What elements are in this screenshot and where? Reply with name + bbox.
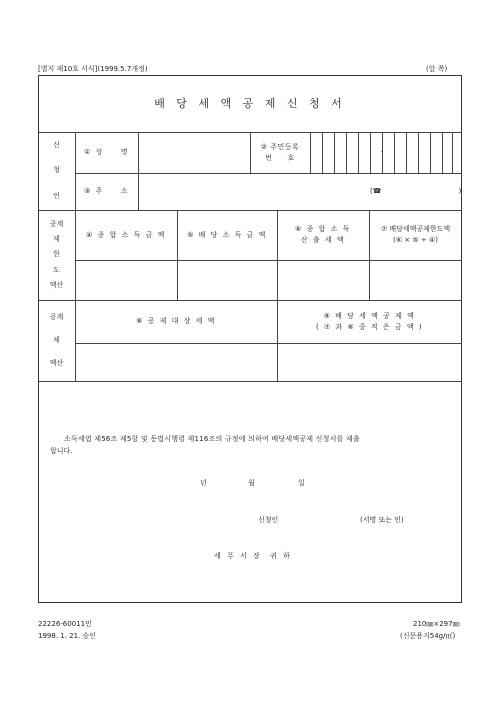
rrn-label	[250, 132, 310, 173]
tax-calc-field[interactable]	[278, 261, 368, 299]
rrn-label-line: 번 호	[265, 153, 295, 162]
limit-amount-header	[369, 210, 462, 260]
applicant-label-char: 청	[53, 166, 60, 175]
dividend-income-header: ⑤ 배 당 소 득 금 액	[187, 230, 267, 239]
deduction-target-field[interactable]	[76, 344, 276, 380]
applicant-sign-label: 신청인	[258, 516, 279, 524]
deduction-amount-header-line: ( ⑦ 과 ⑧ 중 적 은 금 액 )	[315, 322, 424, 331]
applicant-label-char: 인	[53, 191, 60, 200]
applicant-section-label	[38, 132, 75, 210]
comprehensive-income-field[interactable]	[76, 261, 176, 299]
rule	[38, 381, 462, 382]
tax-calc-header	[277, 210, 369, 260]
tax-calc-header-line: 산 출 세 액	[300, 236, 346, 244]
limit-label-char: 도	[53, 265, 60, 274]
form-code: 22226-60011민	[38, 620, 92, 628]
deduction-label-char: 액산	[49, 359, 64, 368]
limit-amount-header-line: (⑥ × ⑤ ÷ ④)	[393, 236, 438, 244]
approval-date: 1998. 1. 21. 승인	[38, 632, 97, 640]
deduction-target-header: ⑧ 공 제 대 상 세 액	[136, 317, 216, 326]
comprehensive-income-header: ④ 종 합 소 득 금 액	[86, 230, 166, 239]
limit-label-char: 액산	[49, 280, 64, 289]
applicant-label-char: 신	[53, 141, 60, 150]
page-side-label: (앞 쪽)	[426, 65, 448, 73]
deduction-amount-header	[277, 300, 462, 343]
deduction-amount-field[interactable]	[278, 344, 461, 380]
signature-note: (서명 또는 인)	[360, 516, 404, 524]
limit-label-char: 공계	[49, 220, 64, 229]
limit-label-char: 한	[53, 250, 60, 259]
rrn-label-line: ② 주민등록	[260, 142, 300, 151]
limit-amount-field[interactable]	[370, 261, 461, 299]
limit-section-label	[38, 210, 75, 300]
name-label: ① 성 명	[83, 148, 130, 157]
deduction-label-char: 제	[53, 335, 60, 344]
tax-calc-header-line: ⑥ 종 합 소 득	[295, 225, 351, 234]
declaration-line-2: 합니다.	[50, 447, 73, 455]
declaration-line-1: 소득세법 제56조 제5항 및 동법시행령 제116조의 규정에 의하여 배당세액공제 신청서를 제출	[64, 435, 360, 443]
paper-size: 210㎜×297㎜	[413, 620, 460, 628]
addressee: 세 무 서 장 귀 하	[214, 552, 292, 560]
paper-type: (신문용지54g/㎡)	[400, 632, 456, 640]
deduction-label-char: 공계	[49, 312, 64, 321]
address-label: ③ 주 소	[83, 187, 130, 196]
form-title: 배 당 세 액 공 제 신 청 서	[154, 97, 346, 111]
rrn-separator: -	[380, 148, 384, 157]
name-field[interactable]	[139, 133, 249, 172]
dividend-income-field[interactable]	[178, 261, 276, 299]
limit-amount-header-line: ⑦ 배당세액공제한도액	[380, 225, 451, 234]
phone-label: (☎ )	[370, 187, 462, 195]
limit-label-char: 제	[53, 235, 60, 244]
form-reference: [별지 제10호 서식](1999.5.7개정)	[38, 65, 148, 73]
date-year-label: 년	[200, 479, 207, 487]
date-day-label: 일	[298, 479, 305, 487]
date-month-label: 월	[248, 479, 255, 487]
deduction-section-label	[38, 300, 75, 381]
deduction-amount-header-line: ⑨ 배 당 세 액 공 제 액	[323, 311, 416, 320]
